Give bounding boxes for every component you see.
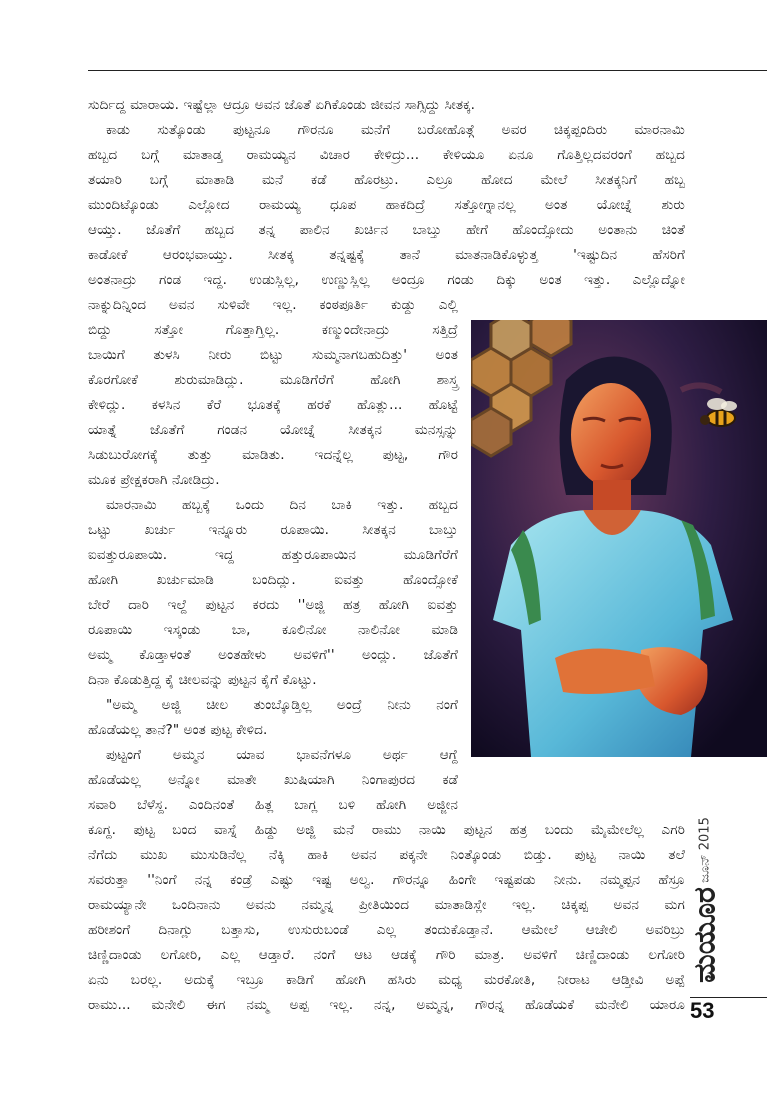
text-line: ನೆಗೆದು ಮುಖ ಮುಸುಡಿನೆಲ್ಲ ನೆಕ್ಕಿ ಹಾಕಿ ಅವನ ಪಕ್ಕನೇ ನಿಂತ್ಕೊಂಡು ಬಿಡ್ತು. ಪುಟ್ಟ ನಾಯಿ ತಲೆ [88, 847, 685, 863]
magazine-masthead [685, 805, 725, 995]
text-line: "ಅಮ್ಮ ಅಜ್ಜಿ ಚೀಲ ತುಂಬ್ಕೊಡ್ತಿಲ್ಲ ಅಂದ್ರೆ ನೀನು ನಂಗೆ [106, 697, 458, 713]
text-line: ರೂಪಾಯಿ ಇಸ್ಕಂಡು ಬಾ, ಕೂಲಿನೋ ನಾಲಿನೋ ಮಾಡಿ [88, 622, 458, 638]
text-line: ಸವರುತ್ತಾ ''ನಿಂಗೆ ನನ್ನ ಕಂಡ್ರೆ ಎಷ್ಟು ಇಷ್ಟ ಅಲ್ವ. ಗೌರನ್ನೂ ಹಿಂಗೇ ಇಷ್ಟಪಡು ನೀನು. ನಮ್ಮಪ್ಪನ ಹೆಸ್ರೂ [88, 872, 685, 888]
text-line: ಚಿಣ್ಣಿದಾಂಡು ಲಗೋರಿ, ಎಲ್ಲ ಆಡ್ತಾರೆ. ನಂಗೆ ಆಟ ಆಡಕ್ಕೆ ಗೌರಿ ಮಾತ್ರ. ಅವಳಿಗೆ ಚಿಣ್ಣಿದಾಂಡು ಲಗೋರಿ [88, 947, 685, 963]
text-line: ದಿನಾ ಕೊಡುತ್ತಿದ್ದ ಕೈ ಚೀಲವನ್ನು ಪುಟ್ಟನ ಕೈಗೆ ಕೊಟ್ಟು. [88, 672, 317, 688]
text-line: ಒಟ್ಟು ಖರ್ಚು ಇನ್ನೂರು ರೂಪಾಯಿ. ಸೀತಕ್ಕನ ಬಾಬ್ತು [88, 522, 458, 538]
text-line: ರಾಮಯ್ಯಾನೇ ಒಂದಿನಾನು ಅವನು ನಮ್ಮನ್ನ ಪ್ರೀತಿಯಿಂದ ಮಾತಾಡಿಸ್ಲೇ ಇಲ್ಲ. ಚಿಕ್ಕಪ್ಪ ಅವನ ಮಗ [88, 897, 685, 913]
page-number: 53 [690, 998, 715, 1023]
text-line: ಅಮ್ಮ ಕೊಡ್ತಾಳಂತೆ ಅಂತಹೇಳು ಅವಳಿಗೆ'' ಅಂದ್ಲು. ಜೊತೆಗೆ [88, 647, 458, 663]
text-line: ಮುಂದಿಟ್ಕೊಂಡು ಎಲ್ಲೋದ ರಾಮಯ್ಯ ಧೂಪ ಹಾಕದಿದ್ರೆ ಸತ್ತೋಗ್ನಾನಲ್ಲ ಅಂತ ಯೋಚ್ನೆ ಶುರು [88, 197, 685, 213]
text-line: ತಯಾರಿ ಬಗ್ಗೆ ಮಾತಾಡಿ ಮನೆ ಕಡೆ ಹೊರಟ್ರು. ಎಲ್ರೂ ಹೋದ ಮೇಲೆ ಸೀತಕ್ಕನಿಗೆ ಹಬ್ಬ [88, 172, 685, 188]
text-line: ಐವತ್ತುರೂಪಾಯಿ. ಇದ್ದ ಹತ್ತುರೂಪಾಯಿನ ಮೂಡಿಗೆರೆಗೆ [88, 547, 458, 563]
text-line: ಸವಾರಿ ಬೆಳೆಸ್ದ. ಎಂದಿನಂತೆ ಹಿತ್ಲ ಬಾಗ್ಲ ಬಳಿ ಹೋಗಿ ಅಜ್ಜೀನ [88, 797, 458, 813]
text-line: ಹೋಗಿ ಖರ್ಚುಮಾಡಿ ಬಂದಿದ್ಲು. ಐವತ್ತು ಹೊಂದ್ಸೋಕೆ [88, 572, 458, 588]
text-line: ಅಂತನಾದ್ರು ಗಂಡ ಇದ್ದ. ಉಡುಸ್ಲಿಲ್ಲ, ಉಣ್ಣುಸ್ಲಿಲ್ಲ ಅಂದ್ರೂ ಗಂಡು ದಿಕ್ಕು ಅಂತ ಇತ್ತು. ಎಲ್ಲೊದ್ನೋ [88, 272, 685, 288]
text-line: ಬೇರೆ ದಾರಿ ಇಲ್ದೆ ಪುಟ್ಟನ ಕರದು ''ಅಜ್ಜಿ ಹತ್ರ ಹೋಗಿ ಐವತ್ತು [88, 597, 458, 613]
text-line: ಬಾಯಿಗೆ ತುಳಸಿ ನೀರು ಬಿಟ್ಟು ಸುಮ್ಮನಾಗಬಹುದಿತ್ತು' ಅಂತ [88, 347, 458, 363]
text-line: ಕಾಡು ಸುತ್ಕೊಂಡು ಪುಟ್ಟನೂ ಗೌರನೂ ಮನೆಗೆ ಬರೋಹೊತ್ಗೆ ಅವರ ಚಿಕ್ಕಪ್ಪಂದಿರು ಮಾರನಾಮಿ [106, 122, 685, 138]
text-line: ಹರೀಶಂಗೆ ದಿನಾಗ್ಲು ಬತ್ತಾಸು, ಉಸುರುಬಂಡೆ ಎಲ್ಲ ತಂದುಕೊಡ್ತಾನೆ. ಆಮೇಲೆ ಆಚೇಲಿ ಅವರಿಬ್ರು [88, 922, 685, 938]
text-line: ಹೊಡೆಯಲ್ಲ ಅನ್ನೋ ಮಾತೇ ಖುಷಿಯಾಗಿ ನಿಂಗಾಪುರದ ಕಡೆ [88, 772, 458, 788]
text-line: ಮೂಕ ಪ್ರೇಕ್ಷಕರಾಗಿ ನೋಡಿದ್ರು. [88, 472, 220, 488]
text-line: ರಾಮು... ಮನೇಲಿ ಈಗ ನಮ್ಮ ಅಪ್ಪ ಇಲ್ಲ. ನನ್ನ, ಅಮ್ಮನ್ನ, ಗೌರನ್ನ ಹೊಡೆಯಕೆ ಮನೇಲಿ ಯಾರೂ [88, 997, 685, 1013]
illustration-painting [471, 320, 767, 757]
text-line: ಕೊರಗೋಕೆ ಶುರುಮಾಡಿದ್ಲು. ಮೂಡಿಗೆರೆಗೆ ಹೋಗಿ ಶಾಸ್ತ್ರ [88, 372, 458, 388]
text-line: ಏನು ಬರಲ್ಲ. ಅದುಕ್ಕೆ ಇಬ್ರೂ ಕಾಡಿಗೆ ಹೋಗಿ ಹಸಿರು ಮಧ್ಯ ಮರಕೋತಿ, ನೀರಾಟ ಆಡ್ತೀವಿ ಅಪ್ಪೆ [88, 972, 685, 988]
text-line: ಸಿಡುಬುರೋಗಕ್ಕೆ ತುತ್ತು ಮಾಡಿತು. ಇದನ್ನೆಲ್ಲ ಪುಟ್ಟ, ಗೌರ [88, 447, 458, 463]
text-line: ಸುರ್ದಿದ್ದ ಮಾರಾಯ. ಇಷ್ಟೆಲ್ಲಾ ಆದ್ರೂ ಅವನ ಜೊತೆ ಏಗಿಕೊಂಡು ಜೀವನ ಸಾಗ್ಸಿದ್ದು ಸೀತಕ್ಕ. [88, 97, 476, 113]
text-line: ಕಾಡೋಕೆ ಆರಂಭವಾಯ್ತು. ಸೀತಕ್ಕ ತನ್ನಷ್ಟಕ್ಕೆ ತಾನೆ ಮಾತನಾಡಿಕೊಳ್ಳುತ್ತ 'ಇಷ್ಟುದಿನ ಹೆಸರಿಗೆ [88, 247, 685, 263]
text-line: ಪುಟ್ಟಂಗೆ ಅಮ್ಮನ ಯಾವ ಭಾವನೆಗಳೂ ಅರ್ಥ ಆಗ್ದೆ [106, 747, 458, 763]
text-line: ಕೂಗ್ದ. ಪುಟ್ಟ ಬಂದ ವಾಸ್ನೆ ಹಿಡ್ದು ಅಜ್ಜಿ ಮನೆ ರಾಮು ನಾಯಿ ಪುಟ್ಟನ ಹತ್ರ ಬಂದು ಮೈಮೇಲೆಲ್ಲ ಎಗರಿ [88, 822, 685, 838]
issue-date: ಜೂನ್ 2015 [697, 817, 713, 883]
text-line: ಹೊಡೆಯಲ್ಲ ತಾನೆ?" ಅಂತ ಪುಟ್ಟ ಕೇಳಿದ. [88, 722, 268, 738]
text-line: ಆಯ್ತು. ಜೊತೆಗೆ ಹಬ್ಬದ ತನ್ನ ಪಾಲಿನ ಖರ್ಚಿನ ಬಾಬ್ತು ಹೇಗೆ ಹೊಂದ್ಸೋದು ಅಂತಾನು ಚಿಂತೆ [88, 222, 685, 238]
text-line: ಮಾರನಾಮಿ ಹಬ್ಬಕ್ಕೆ ಒಂದು ದಿನ ಬಾಕಿ ಇತ್ತು. ಹಬ್ಬದ [106, 497, 458, 513]
text-line: ಬಿದ್ದು ಸತ್ತೋ ಗೊತ್ತಾಗ್ತಿಲ್ಲ. ಕಣ್ಮುಂದೇನಾದ್ರು ಸತ್ತಿದ್ರೆ [88, 322, 458, 338]
top-rule [88, 70, 767, 71]
text-line: ಹಬ್ಬದ ಬಗ್ಗೆ ಮಾತಾಡ್ತ ರಾಮಯ್ಯನ ವಿಚಾರ ಕೇಳಿದ್ರು... ಕೇಳಿಯೂ ಏನೂ ಗೊತ್ತಿಲ್ಲದವರಂಗೆ ಹಬ್ಬದ [88, 147, 685, 163]
text-line: ನಾಕ್ನುದಿನ್ನಿಂದ ಅವನ ಸುಳಿವೇ ಇಲ್ಲ. ಕಂಠಪೂರ್ತಿ ಕುಡ್ದು ಎಲ್ಲಿ [88, 297, 458, 313]
text-line: ಕೇಳಿದ್ಲು. ಕಳಸಿನ ಕೆರೆ ಭೂತಕ್ಕೆ ಹರಕೆ ಹೊತ್ಲು... ಹೊಟ್ಟೆ [88, 397, 458, 413]
magazine-title: ಮಯೂರ [687, 887, 723, 983]
text-line: ಯಾತ್ನೆ ಜೊತೆಗೆ ಗಂಡನ ಯೋಚ್ನೆ ಸೀತಕ್ಕನ ಮನಸ್ಸನ್ನು [88, 422, 458, 438]
